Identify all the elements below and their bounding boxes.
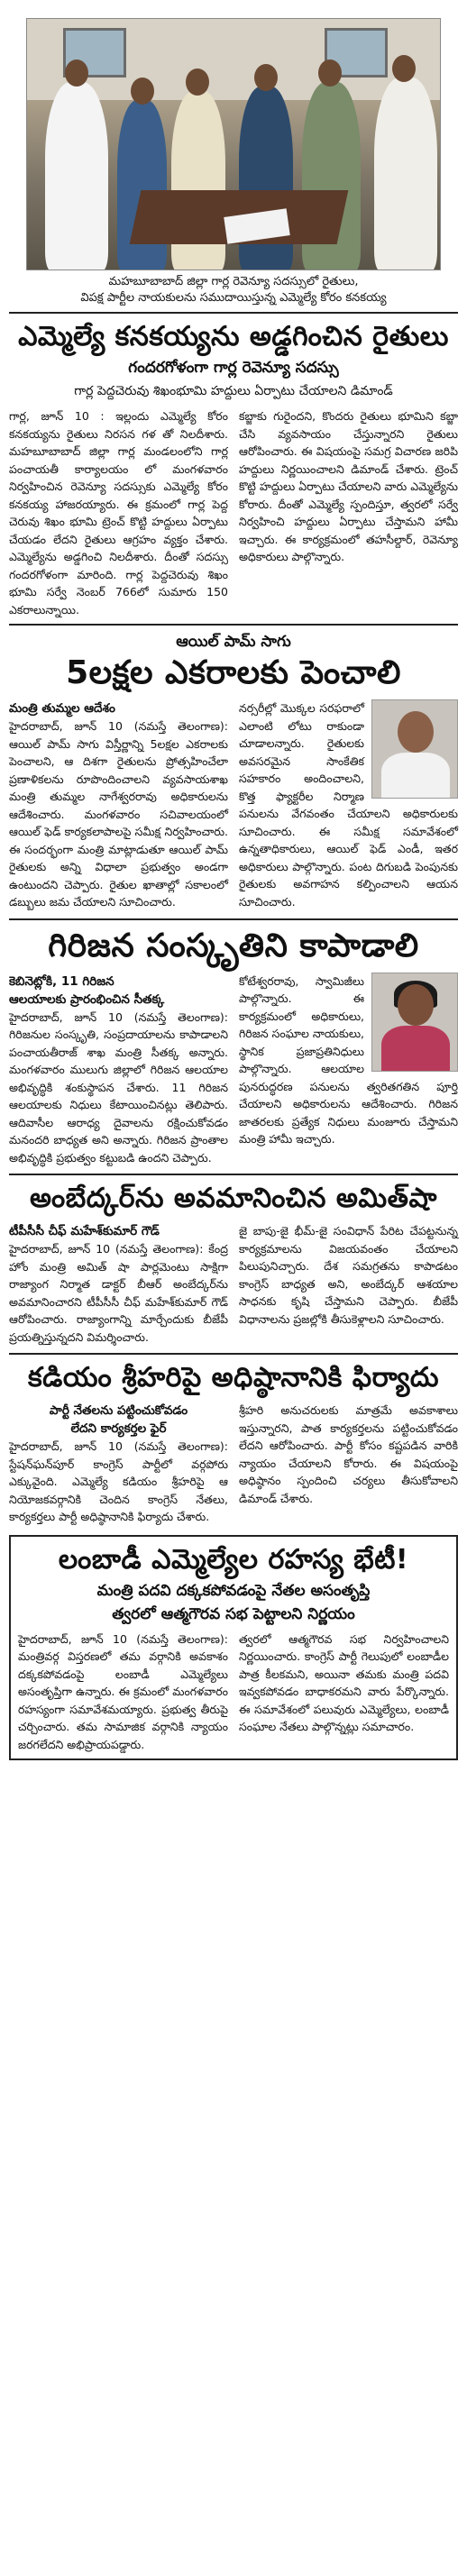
story-lambadi-mlas — [9, 1535, 458, 1761]
subheadline: మంత్రి పదవి దక్కకపోవడంపై నేతల అసంతృప్తి — [96, 1581, 371, 1600]
byline: కెబినెట్లోకి, 11 గిరిజన — [9, 973, 114, 989]
article-column: శ్రీహరి అనుచరులకు మాత్రమే అవకాశాలు ఇస్తున్నారని, పాత కార్యకర్తలను పట్టించుకోవడం లేదని ఆరోపించారు. పార్టీ కోసం కష్టపడిన వారికి న్యాయం చేయాలని కోరారు. ఈ విషయంపై అధిష్ఠానం స్పందించి చర్యలు తీసుకోవాలని డిమాండ్ చేశారు. — [239, 1403, 458, 1505]
photo-caption: మహబూబాబాద్ జిల్లా గార్ల రెవెన్యూ సదస్సులో రైతులు, విపక్ష పార్టీల నాయకులను సముదాయిస్తున్న ఎమ్మెల్యే కోరం కనకయ్య — [80, 275, 387, 305]
article-body — [9, 1402, 458, 1528]
minister-portrait — [371, 699, 458, 799]
byline: పార్టీ నేతలను పట్టించుకోవడం — [49, 1403, 188, 1418]
article-body — [18, 1631, 449, 1754]
article-body — [9, 407, 458, 618]
news-photo — [26, 18, 441, 270]
kicker: ఆయిల్ పామ్ సాగు — [176, 633, 291, 651]
article-column: త్వరలో ఆత్మగౌరవ సభ నిర్వహించాలని నిర్ణయించారు. కాంగ్రెస్ పార్టీ గెలుపులో లంబాడీల పాత్ర కీలకమని, అయినా తమకు మంత్రి పదవి ఇవ్వకపోవడం బాధాకరమని వారు పేర్కొన్నారు. ఈ సమావేశంలో పలువురు ఎమ్మెల్యేలు, లంబాడీ సంఘాల నేతలు పాల్గొన్నట్లు సమాచారం. — [239, 1631, 449, 1733]
byline: మంత్రి తుమ్మల ఆదేశం — [9, 701, 115, 716]
article-column: నర్సరీల్లో మొక్కల సరఫరాలో ఎలాంటి లోటు రాకుండా చూడాలన్నారు. రైతులకు అవసరమైన సాంకేతిక సహకారం అందించాలని, కొత్త ఫ్యాక్టరీల నిర్మాణ పనులను వేగవంతం చేయాలని అధికారులకు సూచించారు. ఈ సమీక్ష సమావేశంలో ఉన్నతాధికారులు, ఆయిల్ ఫెడ్ ఎండీ, ఇతర అధికారులు పాల్గొన్నారు. పంట దిగుబడి పెంపునకు రైతులకు అవగాహన కల్పించాలని ఆయన సూచించారు. — [239, 701, 458, 909]
story-oil-palm — [9, 631, 458, 913]
headline: కడియం శ్రీహరిపై అధిష్ఠానానికి ఫిర్యాదు — [28, 1362, 439, 1393]
subheadline-secondary: గార్ల పెద్దచెరువు శిఖంభూమి హద్దులు ఏర్పాటు చేయాలని డిమాండ్ — [74, 384, 393, 398]
headline: అంబేద్కర్‌ను అవమానించిన అమిత్‌షా — [30, 1183, 437, 1214]
headline: గిరిజన సంస్కృతిని కాపాడాలి — [48, 927, 419, 964]
article-column: హైదరాబాద్, జూన్ 10 (నమస్తే తెలంగాణ): మంత్రివర్గ విస్తరణలో తమ వర్గానికి అవకాశం దక్కకపోవడంపై లంబాడీ ఎమ్మెల్యేలు అసంతృప్తిగా ఉన్నారు. ఈ క్రమంలో మంగళవారం రహస్యంగా సమావేశమయ్యారు. ప్రభుత్వ తీరుపై చర్చించారు. తమ సామాజిక వర్గానికి న్యాయం జరగలేదని అభిప్రాయపడ్డారు. — [18, 1631, 228, 1751]
subheadline: గందరగోళంగా గార్ల రెవెన్యూ సదస్సు — [128, 359, 339, 377]
headline: లంబాడీ ఎమ్మెల్యేల రహస్య భేటీ! — [58, 1543, 409, 1576]
subheadline-secondary: త్వరలో ఆత్మగౌరవ సభ పెట్టాలని నిర్ణయం — [112, 1604, 355, 1623]
article-column: గార్ల, జూన్ 10 : ఇల్లందు ఎమ్మెల్యే కోరం కనకయ్యను రైతులు నిరసన గళ తో నిలదీశారు. మహబూబాబాద్ జిల్లా గార్ల మండలంలోని గార్ల పంచాయతీ కార్యాలయం లో మంగళవారం నిర్వహించిన రెవెన్యూ సదస్సుకు ఎమ్మెల్యే కోరం కనకయ్య హాజరయ్యారు. ఈ క్రమంలో గార్ల పెద్ద చెరువు శిఖం భూమి ట్రెంచ్ కొట్టి హద్దులు ఏర్పాటు చేయడం లేదని రైతులు ఆగ్రహం వ్యక్తం చేశారు. ఎమ్మెల్యేను అడ్డగించి నిలదీశారు. దీంతో సదస్సు గందరగోళంగా మారింది. గార్ల పెద్దచెరువు శిఖం భూమి సర్వే నెంబర్ 766లో సుమారు 150 ఎకరాలున్నాయి. — [9, 409, 228, 617]
byline: ఆలయాలకు ప్రారంభించిన సీతక్క — [9, 991, 165, 1007]
story-amit-shah — [9, 1181, 458, 1347]
byline: లేదని కార్యకర్తల ఫైర్ — [70, 1421, 167, 1436]
article-column: కెబినెట్లోకి, 11 గిరిజన ఆలయాలకు ప్రారంభించిన సీతక్క హైదరాబాద్, జూన్ 10 (నమస్తే తెలంగాణ): గిరిజనుల సంస్కృతి, సంప్రదాయాలను కాపాడాలని పంచాయతీరాజ్ శాఖ మంత్రి సీతక్క అన్నారు. మంగళవారం ములుగు జిల్లాలో గిరిజన ఆలయాల అభివృద్ధికి శంకుస్థాపన చేశారు. 11 గిరిజన ఆలయాలకు నిధులు కేటాయించినట్లు తెలిపారు. ఆదివాసీల ఆరాధ్య దైవాలను రక్షించుకోవడం మనందరి బాధ్యత అని అన్నారు. గిరిజన ప్రాంతాల అభివృద్ధికి ప్రభుత్వం కట్టుబడి ఉందని చెప్పారు. — [9, 973, 228, 1165]
article-column: కోటేశ్వరరావు, స్వామిజీలు పాల్గొన్నారు. ఈ కార్యక్రమంలో అధికారులు, గిరిజన సంఘాల నాయకులు, స్థానిక ప్రజాప్రతినిధులు పాల్గొన్నారు. ఆలయాల పునరుద్ధరణ పనులను త్వరితగతిన పూర్తి చేయాలని అధికారులను ఆదేశించారు. గిరిజన జాతరలకు ప్రత్యేక నిధులు మంజూరు చేస్తామని మంత్రి హామీ ఇచ్చారు. — [239, 973, 458, 1146]
minister-portrait — [371, 973, 458, 1072]
article-column: పార్టీ నేతలను పట్టించుకోవడం లేదని కార్యకర్తల ఫైర్ హైదరాబాద్, జూన్ 10 (నమస్తే తెలంగాణ): స్టేషన్‌ఘన్‌పూర్ కాంగ్రెస్ పార్టీలో వర్గపోరు ఎక్కువైంది. ఎమ్మెల్యే కడియం శ్రీహరిపై ఆ నియోజకవర్గానికి చెందిన కాంగ్రెస్ నేతలు, కార్యకర్తలు పార్టీ అధిష్ఠానానికి ఫిర్యాదు చేశారు. — [9, 1403, 228, 1523]
headline: 5లక్షల ఎకరాలకు పెంచాలి — [66, 654, 401, 691]
byline: టీపీసీసీ చీఫ్ మహేశ్‌కుమార్ గౌడ్ — [9, 1224, 160, 1238]
article-column: టీపీసీసీ చీఫ్ మహేశ్‌కుమార్ గౌడ్ హైదరాబాద్, జూన్ 10 (నమస్తే తెలంగాణ): కేంద్ర హోం మంత్రి అమిత్ షా పార్లమెంటు సాక్షిగా రాజ్యాంగ నిర్మాత డాక్టర్ బీఆర్ అంబేద్కర్‌ను అవమానించారని టీపీసీసీ చీఫ్ మహేశ్‌కుమార్ గౌడ్ ఆరోపించారు. రాజ్యాంగాన్ని మార్చేందుకు బీజేపీ ప్రయత్నిస్తున్నదని విమర్శించారు. — [9, 1224, 228, 1344]
article-body — [9, 973, 458, 1169]
story-kadiyam-srihari — [9, 1360, 458, 1528]
article-column: కబ్జాకు గురైందని, కొందరు రైతులు భూమిని కబ్జా చేసి వ్యవసాయం చేస్తున్నారని రైతులు ఆరోపించారు. ఈ విషయంపై సమగ్ర విచారణ జరిపి హద్దులు నిర్ణయించాలని డిమాండ్ చేశారు. ట్రెంచ్ కొట్టి హద్దులు ఏర్పాటు చేయాలని వారు ఎమ్మెల్యేను కోరారు. దీంతో ఎమ్మెల్యే స్పందిస్తూ, త్వరలో సర్వే నిర్వహించి హద్దులు ఏర్పాటు చేస్తామని హామీ ఇచ్చారు. ఈ కార్యక్రమంలో తహసీల్దార్, రెవెన్యూ అధికారులు పాల్గొన్నారు. — [239, 409, 458, 563]
article-body — [9, 699, 458, 913]
story-tribal-culture — [9, 926, 458, 1169]
article-column: జై బాపు-జై భీమ్-జై సంవిధాన్ పేరిట చేపట్టనున్న కార్యక్రమాలను విజయవంతం చేయాలని పిలుపునిచ్చారు. దేశ సమగ్రతను కాపాడటం కాంగ్రెస్ బాధ్యత అని, అంబేద్కర్ ఆశయాల సాధనకు కృషి చేస్తామని చెప్పారు. బీజేపీ విధానాలను ప్రజల్లోకి తీసుకెళ్లాలని సూచించారు. — [239, 1224, 458, 1326]
article-body — [9, 1222, 458, 1347]
story-mla-kanakayya — [9, 18, 458, 618]
article-column: మంత్రి తుమ్మల ఆదేశం హైదరాబాద్, జూన్ 10 (నమస్తే తెలంగాణ): ఆయిల్ పామ్ సాగు విస్తీర్ణాన్ని 5లక్షల ఎకరాలకు పెంచాలని, ఆ దిశగా రైతులను ప్రోత్సహించేలా ప్రణాళికలను రూపొందించాలని వ్యవసాయశాఖ మంత్రి తుమ్మల నాగేశ్వరరావు అధికారులను ఆదేశించారు. మంగళవారం సచివాలయంలో ఆయిల్ ఫెడ్ కార్యకలాపాలపై సమీక్ష నిర్వహించారు. ఈ సందర్భంగా మంత్రి మాట్లాడుతూ ఆయిల్ పామ్ రైతులకు అన్ని విధాలా ప్రభుత్వం అండగా ఉంటుందని చెప్పారు. రైతుల ఖాతాల్లో సకాలంలో డబ్బులు జమ చేయాలని సూచించారు. — [9, 701, 228, 909]
headline: ఎమ్మెల్యే కనకయ్యను అడ్డగించిన రైతులు — [18, 321, 449, 352]
